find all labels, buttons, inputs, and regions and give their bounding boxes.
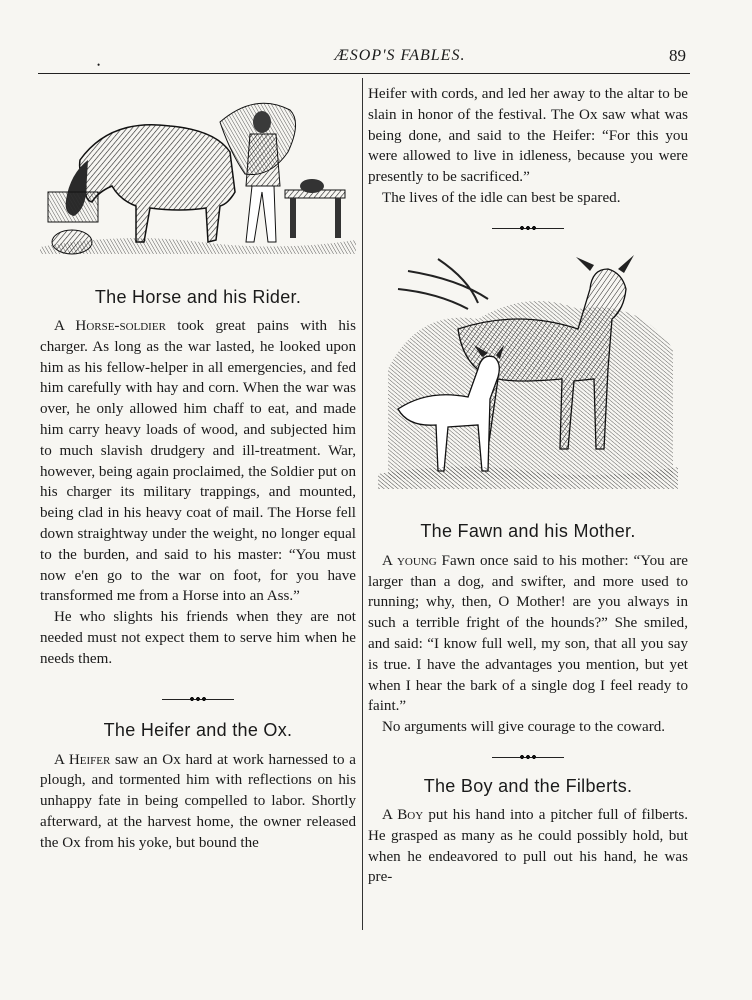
- header-rule: [38, 73, 690, 74]
- lead-words-fawn: A young: [382, 552, 437, 569]
- column-divider: [362, 78, 363, 930]
- fable-body-boy: [368, 805, 688, 888]
- header-dot: •: [97, 60, 101, 70]
- lead-words-horse: A Horse-soldier: [54, 318, 166, 334]
- running-header-title: ÆSOP'S FABLES.: [334, 47, 466, 64]
- lead-words-boy: A Boy: [382, 806, 424, 823]
- section-ornament: [488, 223, 568, 235]
- right-column: [368, 84, 688, 888]
- fable-continued-heifer: Heifer with cords, and led her away to the altar to be slain in honor of the festival. The Ox saw what was being done, and said to the Heifer: “For this you were allowed to live in idleness, because you were presently to be sacrificed.”: [368, 86, 688, 186]
- deer-and-fawn-illustration: [378, 249, 678, 511]
- page-number: 89: [669, 46, 686, 65]
- fable-body-horse: [40, 316, 356, 607]
- section-ornament: [488, 752, 568, 764]
- fable-text-horse: took great pains with his charger. As long as the war lasted, he looked upon him as his fellow-helper in all emergencies, and fed him carefully with hay and corn. When the war was over, he only allowed him chaff to eat, and made him carry heavy loads of wood, and subjected him to much slavish drudgery and ill-treatment. War, however, being again proclaimed, the Soldier put on his charger its military trappings, and mounted, being clad in his heavy coat of mail. The Horse fell down straightway under the weight, no longer equal to the burden, and said to his master: “You must now e'en go to the war on foot, for you have transformed me from a Horse into an Ass.”: [40, 318, 356, 605]
- fable-title-boy: The Boy and the Filberts.: [423, 775, 633, 796]
- fable-title-heifer: The Heifer and the Ox.: [103, 719, 293, 740]
- fable-body-fawn: [368, 551, 688, 717]
- section-ornament: [158, 694, 238, 706]
- fable-title-horse: The Horse and his Rider.: [94, 287, 302, 307]
- fable-body-heifer: [40, 750, 356, 854]
- fable-text-boy: put his hand into a pitcher full of filberts. He grasped as many as he could possibly hold, but when he endeavored to pull out his hand, he was pre-: [368, 806, 688, 886]
- fable-title-fawn: The Fawn and his Mother.: [420, 520, 636, 541]
- lead-words-heifer: A Heifer: [54, 751, 111, 768]
- fable-text-fawn: Fawn once said to his mother: “You are larger than a dog, and swifter, and more used to running; why, then, O Mother! are you always in such a terrible fright of the hounds?” She smiled, and said: “I know full well, my son, that all you say is true. I have the advantages you mention, but yet when I hear the bark of a single dog I feel ready to faint.”: [368, 552, 688, 715]
- fable-text-heifer: saw an Ox hard at work harnessed to a plough, and tormented him with reflections on his unhappy fate in being compelled to labor. Shortly afterward, at the harvest home, the owner released the Ox from his yoke, but bound the: [40, 751, 356, 851]
- left-column: [40, 82, 356, 854]
- horse-and-rider-illustration: [40, 82, 356, 262]
- fable-moral-horse: He who slights his friends when they are not needed must not expect them to serve him when he needs them.: [40, 609, 356, 667]
- fable-moral-heifer: The lives of the idle can best be spared.: [382, 189, 621, 206]
- fable-moral-fawn: No arguments will give courage to the coward.: [382, 719, 666, 736]
